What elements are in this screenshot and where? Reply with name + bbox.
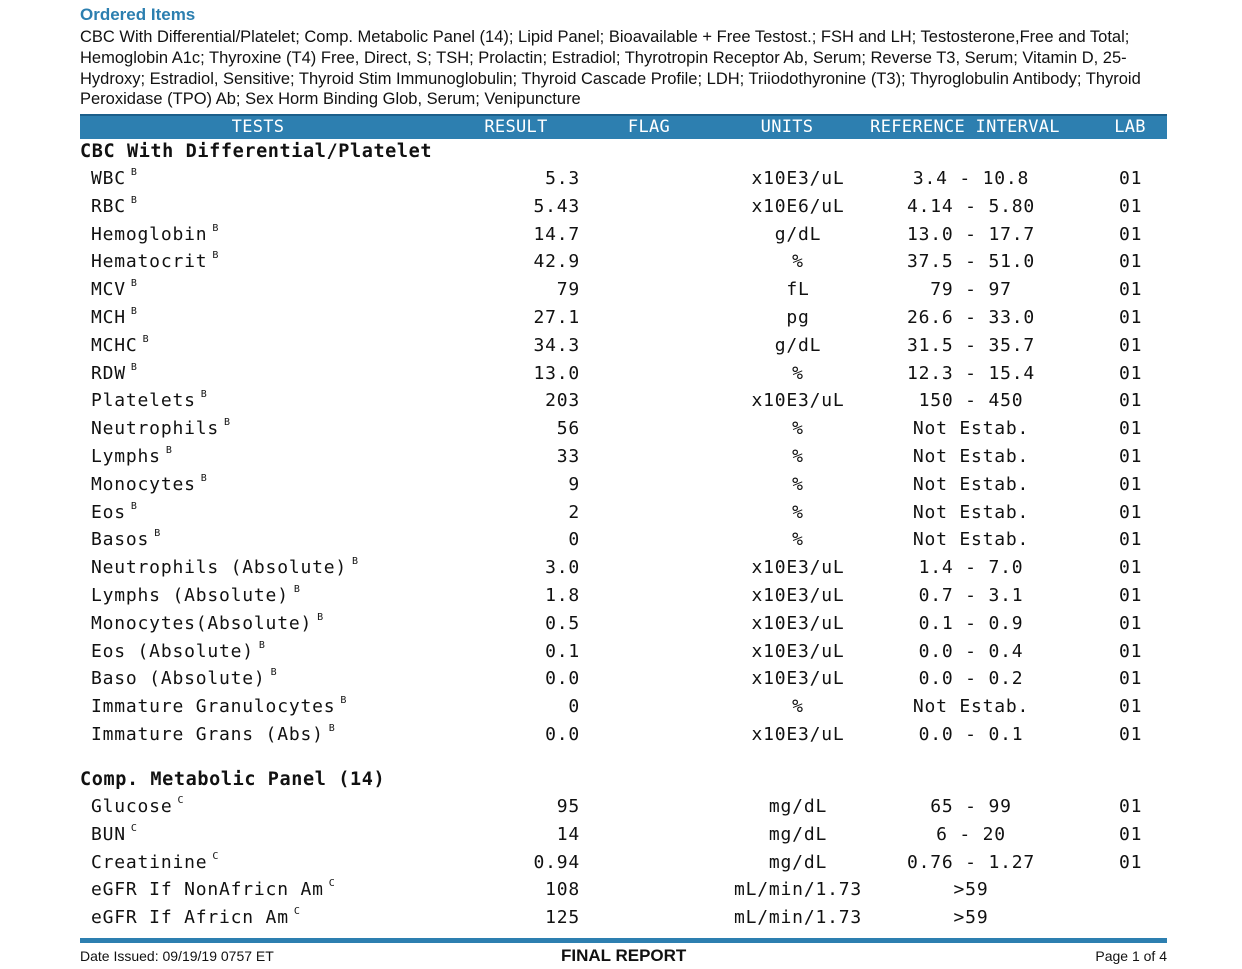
table-row xyxy=(0,585,1242,613)
lab-footnote-marker: B xyxy=(212,222,219,234)
test-name xyxy=(91,418,230,439)
test-name-text: Hematocrit xyxy=(91,251,208,273)
lab-footnote-marker: B xyxy=(165,445,172,456)
test-name-text: Hemoglobin xyxy=(91,223,208,245)
table-row xyxy=(0,279,1242,307)
date-issued: Date Issued: 09/19/19 0757 ET xyxy=(80,948,274,964)
reference-interval: Not Estab. xyxy=(912,446,1030,467)
section-title: CBC With Differential/Platelet xyxy=(80,141,433,162)
test-name xyxy=(91,335,149,356)
test-units: mg/dL xyxy=(768,823,828,845)
test-name xyxy=(91,724,335,745)
test-units: mg/dL xyxy=(768,851,828,873)
lab-footnote-marker: B xyxy=(212,250,219,262)
table-row xyxy=(0,529,1242,557)
test-name xyxy=(91,307,137,328)
test-units: pg xyxy=(786,307,810,328)
reference-interval: 0.1 - 0.9 xyxy=(918,612,1024,634)
table-row xyxy=(0,907,1242,935)
test-name xyxy=(91,907,300,928)
table-row xyxy=(0,557,1242,585)
reference-interval: 0.0 - 0.4 xyxy=(918,640,1024,662)
test-name xyxy=(91,224,218,245)
test-result: 1.8 xyxy=(545,585,580,606)
test-name-text: Basos xyxy=(91,529,150,551)
test-name-text: Neutrophils (Absolute) xyxy=(91,557,348,579)
test-units: g/dL xyxy=(774,223,822,245)
test-units: mg/dL xyxy=(768,796,828,817)
lab-footnote-marker: B xyxy=(130,500,137,512)
test-name xyxy=(91,796,184,817)
test-name-text: Eos xyxy=(91,501,126,523)
test-name-text: MCH xyxy=(91,307,126,328)
reference-interval: >59 xyxy=(953,879,989,901)
test-result: 0.0 xyxy=(545,724,580,745)
test-name-text: Lymphs (Absolute) xyxy=(91,585,289,606)
table-row xyxy=(0,335,1242,363)
lab-code: 01 xyxy=(1119,501,1143,523)
lab-footnote-marker: B xyxy=(130,278,137,290)
test-result: 56 xyxy=(556,418,580,440)
test-result: 33 xyxy=(556,446,580,467)
test-name-text: Neutrophils xyxy=(91,418,220,440)
test-name xyxy=(91,168,137,189)
reference-interval: 31.5 - 35.7 xyxy=(906,334,1036,356)
test-units: x10E3/uL xyxy=(751,640,845,662)
reference-interval: Not Estab. xyxy=(912,501,1030,523)
lab-code: 01 xyxy=(1119,446,1143,467)
lab-footnote-marker: C xyxy=(293,906,300,918)
test-units: x10E3/uL xyxy=(751,724,845,745)
test-result: 42.9 xyxy=(533,251,580,273)
test-units: % xyxy=(792,473,804,495)
test-result: 95 xyxy=(556,796,580,817)
test-result: 14.7 xyxy=(533,223,580,245)
lab-code: 01 xyxy=(1119,796,1143,817)
reference-interval: 37.5 - 51.0 xyxy=(906,251,1036,273)
test-name-text: WBC xyxy=(91,168,126,189)
table-row xyxy=(0,852,1242,880)
reference-interval: 26.6 - 33.0 xyxy=(906,307,1036,328)
reference-interval: 150 - 450 xyxy=(918,390,1024,412)
lab-code: 01 xyxy=(1119,696,1143,718)
test-units: x10E3/uL xyxy=(751,557,845,579)
ordered-items-title: Ordered Items xyxy=(80,5,196,24)
test-name-text: Immature Grans (Abs) xyxy=(91,724,324,745)
test-name-text: eGFR If Africn Am xyxy=(91,907,289,929)
lab-code: 01 xyxy=(1119,251,1143,273)
lab-footnote-marker: C xyxy=(212,850,219,862)
test-name-text: BUN xyxy=(91,823,126,845)
test-result: 34.3 xyxy=(533,334,580,356)
lab-footnote-marker: B xyxy=(293,584,300,595)
test-units: x10E6/uL xyxy=(751,195,845,217)
test-name-text: MCV xyxy=(91,279,126,301)
reference-interval: Not Estab. xyxy=(912,696,1030,718)
test-result: 27.1 xyxy=(533,307,580,328)
test-units: % xyxy=(792,251,804,273)
table-row xyxy=(0,696,1242,724)
test-name-text: Glucose xyxy=(91,796,173,817)
lab-code: 01 xyxy=(1119,307,1143,328)
reference-interval: 0.7 - 3.1 xyxy=(918,585,1024,606)
test-result: 9 xyxy=(568,473,580,495)
test-units: x10E3/uL xyxy=(751,585,845,606)
lab-footnote-marker: B xyxy=(142,333,149,345)
table-row xyxy=(0,824,1242,852)
lab-code: 01 xyxy=(1119,851,1143,873)
test-name-text: Eos (Absolute) xyxy=(91,640,254,662)
test-units: fL xyxy=(786,279,810,301)
test-result: 5.3 xyxy=(545,168,580,189)
table-row xyxy=(0,668,1242,696)
table-row xyxy=(0,879,1242,907)
test-result: 2 xyxy=(568,501,580,523)
test-name-text: Creatinine xyxy=(91,851,208,873)
lab-code: 01 xyxy=(1119,668,1143,690)
test-name xyxy=(91,390,207,411)
test-result: 0 xyxy=(568,696,580,718)
results-table-header xyxy=(80,114,1167,139)
reference-interval: 0.76 - 1.27 xyxy=(906,851,1036,873)
test-name xyxy=(91,585,300,606)
test-name xyxy=(91,446,172,467)
test-name xyxy=(91,196,137,217)
test-result: 0.94 xyxy=(533,851,580,873)
page-number: Page 1 of 4 xyxy=(1095,948,1167,964)
reference-interval: Not Estab. xyxy=(912,529,1030,551)
reference-interval: 0.0 - 0.1 xyxy=(918,724,1024,745)
test-name-text: Baso (Absolute) xyxy=(91,668,266,690)
test-result: 125 xyxy=(545,907,580,929)
lab-footnote-marker: B xyxy=(258,639,265,651)
footer-divider xyxy=(80,938,1167,943)
test-name-text: Lymphs xyxy=(91,446,161,467)
lab-code: 01 xyxy=(1119,362,1143,384)
lab-footnote-marker: B xyxy=(130,194,137,206)
lab-code: 01 xyxy=(1119,418,1143,440)
lab-footnote-marker: B xyxy=(352,556,359,568)
lab-code: 01 xyxy=(1119,640,1143,662)
reference-interval: 3.4 - 10.8 xyxy=(912,168,1030,189)
lab-code: 01 xyxy=(1119,168,1143,189)
test-units: % xyxy=(792,446,804,467)
lab-code: 01 xyxy=(1119,557,1143,579)
lab-code: 01 xyxy=(1119,223,1143,245)
test-name xyxy=(91,251,218,272)
test-result: 203 xyxy=(545,390,580,412)
test-name xyxy=(91,696,346,717)
reference-interval: 6 - 20 xyxy=(936,823,1006,845)
test-result: 0.0 xyxy=(545,668,580,690)
table-row xyxy=(0,796,1242,824)
lab-footnote-marker: C xyxy=(130,822,137,834)
table-row xyxy=(0,724,1242,752)
test-result: 79 xyxy=(556,279,580,301)
lab-footnote-marker: B xyxy=(328,723,335,734)
header-flag: FLAG xyxy=(627,117,671,137)
table-row xyxy=(0,168,1242,196)
test-result: 108 xyxy=(545,879,580,901)
lab-footnote-marker: B xyxy=(200,472,207,484)
reference-interval: Not Estab. xyxy=(912,473,1030,495)
lab-footnote-marker: C xyxy=(328,878,335,890)
reference-interval: 13.0 - 17.7 xyxy=(906,223,1036,245)
lab-footnote-marker: B xyxy=(200,389,207,401)
header-reference-interval: REFERENCE INTERVAL xyxy=(870,117,1060,137)
test-units: g/dL xyxy=(774,334,822,356)
lab-footnote-marker: B xyxy=(130,167,137,178)
reference-interval: 12.3 - 15.4 xyxy=(906,362,1036,384)
test-name xyxy=(91,879,335,900)
test-name xyxy=(91,668,277,689)
reference-interval: Not Estab. xyxy=(912,418,1030,440)
report-status: FINAL REPORT xyxy=(561,946,687,965)
table-row xyxy=(0,363,1242,391)
reference-interval: 4.14 - 5.80 xyxy=(906,195,1036,217)
lab-code: 01 xyxy=(1119,390,1143,412)
test-units: % xyxy=(792,418,804,440)
lab-footnote-marker: B xyxy=(317,611,324,623)
header-lab: LAB xyxy=(1114,117,1146,137)
test-units: mL/min/1.73 xyxy=(733,907,863,929)
table-row xyxy=(0,502,1242,530)
lab-code: 01 xyxy=(1119,529,1143,551)
test-name xyxy=(91,641,265,662)
lab-footnote-marker: B xyxy=(130,361,137,373)
table-row xyxy=(0,307,1242,335)
test-units: x10E3/uL xyxy=(751,390,845,412)
test-name xyxy=(91,363,137,384)
table-row xyxy=(0,418,1242,446)
test-name-text: eGFR If NonAfricn Am xyxy=(91,879,324,901)
lab-footnote-marker: B xyxy=(224,417,231,429)
table-row xyxy=(0,224,1242,252)
lab-footnote-marker: B xyxy=(130,306,137,317)
test-name xyxy=(91,279,137,300)
test-units: x10E3/uL xyxy=(751,168,845,189)
reference-interval: 1.4 - 7.0 xyxy=(918,557,1024,579)
test-units: x10E3/uL xyxy=(751,668,845,690)
test-units: % xyxy=(792,501,804,523)
header-units: UNITS xyxy=(760,117,814,137)
lab-code: 01 xyxy=(1119,823,1143,845)
test-name xyxy=(91,852,218,873)
reference-interval: 65 - 99 xyxy=(930,796,1012,817)
test-result: 0.5 xyxy=(545,612,580,634)
test-name xyxy=(91,474,207,495)
test-name-text: Monocytes xyxy=(91,473,196,495)
test-name xyxy=(91,557,358,578)
reference-interval: 0.0 - 0.2 xyxy=(918,668,1024,690)
test-name xyxy=(91,529,160,550)
test-result: 13.0 xyxy=(533,362,580,384)
test-result: 0 xyxy=(568,529,580,551)
test-name-text: Monocytes(Absolute) xyxy=(91,612,313,634)
test-result: 5.43 xyxy=(533,195,580,217)
test-units: x10E3/uL xyxy=(751,612,845,634)
lab-footnote-marker: B xyxy=(154,528,161,540)
table-row xyxy=(0,641,1242,669)
test-result: 0.1 xyxy=(545,640,580,662)
test-name-text: MCHC xyxy=(91,334,138,356)
table-row xyxy=(0,196,1242,224)
test-units: % xyxy=(792,529,804,551)
lab-code: 01 xyxy=(1119,279,1143,301)
test-name-text: Platelets xyxy=(91,390,196,412)
header-tests: TESTS xyxy=(231,117,285,137)
ordered-items-list: CBC With Differential/Platelet; Comp. Metabolic Panel (14); Lipid Panel; Bioavailable + Free Testost.; FSH and LH; Testosterone,Free and Total; Hemoglobin A1c; Thyroxine (T4) Free, Direct, S; TSH; Prolactin; Estradiol; Thyrotropin Receptor Ab, Serum; Reverse T3, Serum; Vitamin D, 25-Hydroxy; Estradiol, Sensitive; Thyroid Stim Immunoglobulin; Thyroid Cascade Profile; LDH; Triiodothyronine (T3); Thyroglobulin Antibody; Thyroid Peroxidase (TPO) Ab; Sex Horm Binding Glob, Serum; Venipuncture xyxy=(80,28,1141,109)
lab-code: 01 xyxy=(1119,612,1143,634)
lab-footnote-marker: B xyxy=(340,695,347,707)
lab-code: 01 xyxy=(1119,585,1143,606)
header-result: RESULT xyxy=(484,117,548,137)
test-name-text: RDW xyxy=(91,362,126,384)
lab-footnote-marker: C xyxy=(177,795,184,806)
lab-footnote-marker: B xyxy=(270,667,277,679)
lab-code: 01 xyxy=(1119,473,1143,495)
table-row xyxy=(0,446,1242,474)
table-row xyxy=(0,613,1242,641)
lab-code: 01 xyxy=(1119,195,1143,217)
reference-interval: >59 xyxy=(953,907,989,929)
test-result: 3.0 xyxy=(545,557,580,579)
test-name xyxy=(91,502,137,523)
test-name-text: Immature Granulocytes xyxy=(91,696,336,718)
test-units: % xyxy=(792,362,804,384)
section-title: Comp. Metabolic Panel (14) xyxy=(80,769,386,790)
table-row xyxy=(0,251,1242,279)
table-row xyxy=(0,390,1242,418)
test-name-text: RBC xyxy=(91,195,126,217)
test-units: % xyxy=(792,696,804,718)
test-name xyxy=(91,613,323,634)
reference-interval: 79 - 97 xyxy=(930,279,1012,301)
test-units: mL/min/1.73 xyxy=(733,879,863,901)
table-row xyxy=(0,474,1242,502)
test-result: 14 xyxy=(556,823,580,845)
lab-code: 01 xyxy=(1119,334,1143,356)
test-name xyxy=(91,824,137,845)
lab-code: 01 xyxy=(1119,724,1143,745)
